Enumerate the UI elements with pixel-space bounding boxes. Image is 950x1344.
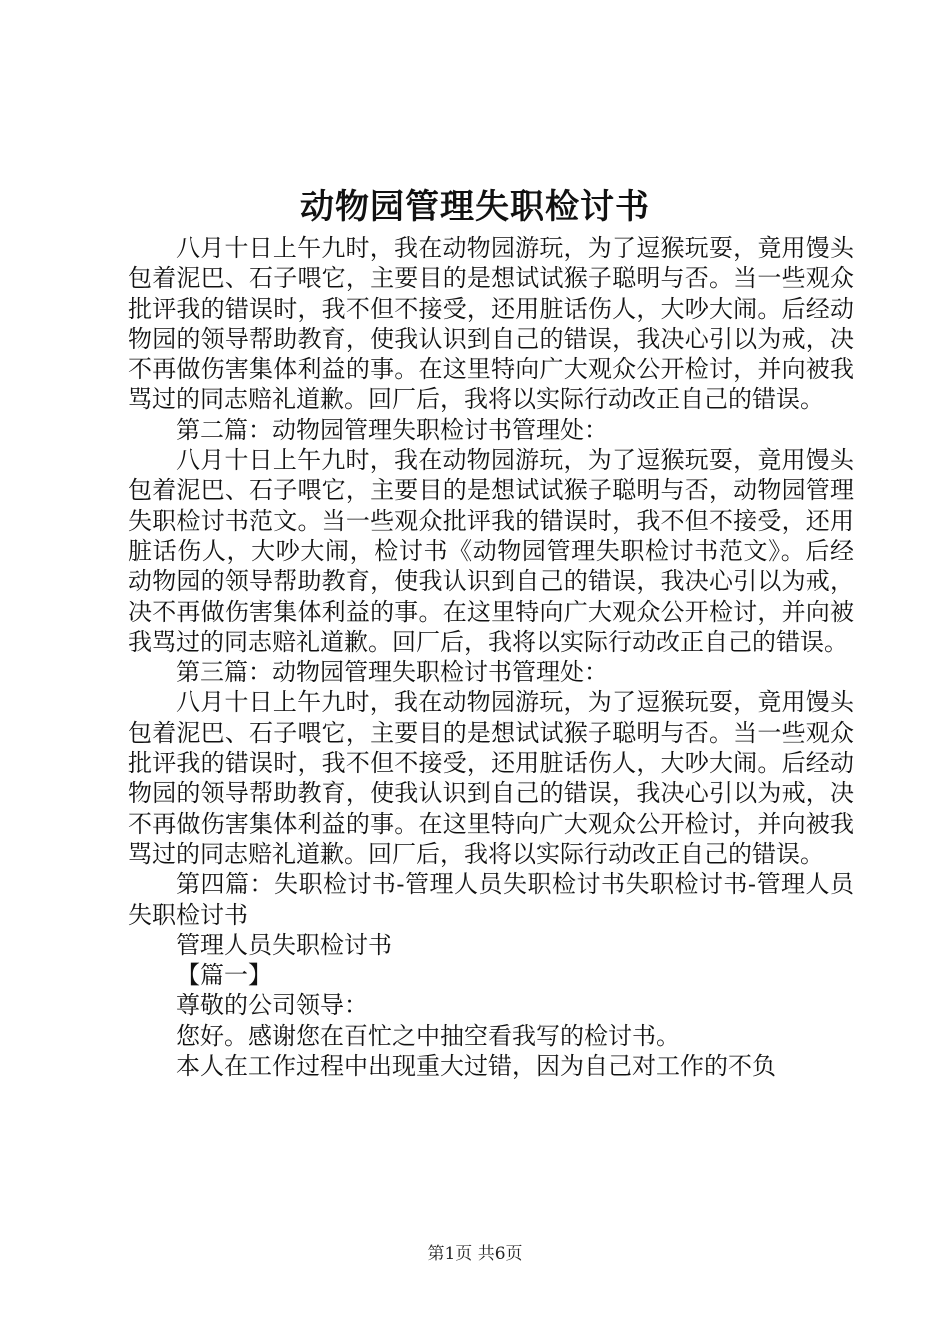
section-heading-2: 第二篇：动物园管理失职检讨书管理处： bbox=[176, 415, 608, 444]
paragraph-1: 八月十日上午九时，我在动物园游玩，为了逗猴玩耍，竟用馒头包着泥巴、石子喂它，主要目的是想试试猴子聪明与否。当一些观众批评我的错误时，我不但不接受，还用脏话伤人，大吵大闹。后经动物园的领导帮助教育，使我认识到自己的错误，我决心引以为戒，决不再做伤害集体利益的事。在这里特向广大观众公开检讨，并向被我骂过的同志赔礼道歉。回厂后，我将以实际行动改正自己的错误。 bbox=[128, 234, 854, 414]
paragraph-3: 八月十日上午九时，我在动物园游玩，为了逗猴玩耍，竟用馒头包着泥巴、石子喂它，主要目的是想试试猴子聪明与否。当一些观众批评我的错误时，我不但不接受，还用脏话伤人，大吵大闹。后经动物园的领导帮助教育，使我认识到自己的错误，我决心引以为戒，决不再做伤害集体利益的事。在这里特向广大观众公开检讨，并向被我骂过的同志赔礼道歉。回厂后，我将以实际行动改正自己的错误。 bbox=[128, 688, 854, 868]
salutation: 尊敬的公司领导： bbox=[176, 991, 368, 1020]
document-body bbox=[128, 233, 854, 1081]
paragraph-4: 本人在工作过程中出现重大过错，因为自己对工作的不负 bbox=[176, 1052, 776, 1081]
subtitle-line: 管理人员失职检讨书 bbox=[176, 930, 392, 959]
section-heading-3: 第三篇：动物园管理失职检讨书管理处： bbox=[176, 658, 608, 687]
paragraph-2: 八月十日上午九时，我在动物园游玩，为了逗猴玩耍，竟用馒头包着泥巴、石子喂它，主要目的是想试试猴子聪明与否，动物园管理失职检讨书范文。当一些观众批评我的错误时，我不但不接受，还用脏话伤人，大吵大闹，检讨书《动物园管理失职检讨书范文》。后经动物园的领导帮助教育，使我认识到自己的错误，我决心引以为戒，决不再做伤害集体利益的事。在这里特向广大观众公开检讨，并向被我骂过的同志赔礼道歉。回厂后，我将以实际行动改正自己的错误。 bbox=[128, 446, 854, 656]
page-number: 第1页 共6页 bbox=[427, 1244, 523, 1264]
section-heading-4: 第四篇：失职检讨书-管理人员失职检讨书失职检讨书-管理人员失职检讨书 bbox=[128, 870, 854, 929]
greeting: 您好。感谢您在百忙之中抽空看我写的检讨书。 bbox=[176, 1021, 680, 1050]
part-label: 【篇一】 bbox=[176, 961, 272, 990]
document-title: 动物园管理失职检讨书 bbox=[300, 187, 650, 227]
